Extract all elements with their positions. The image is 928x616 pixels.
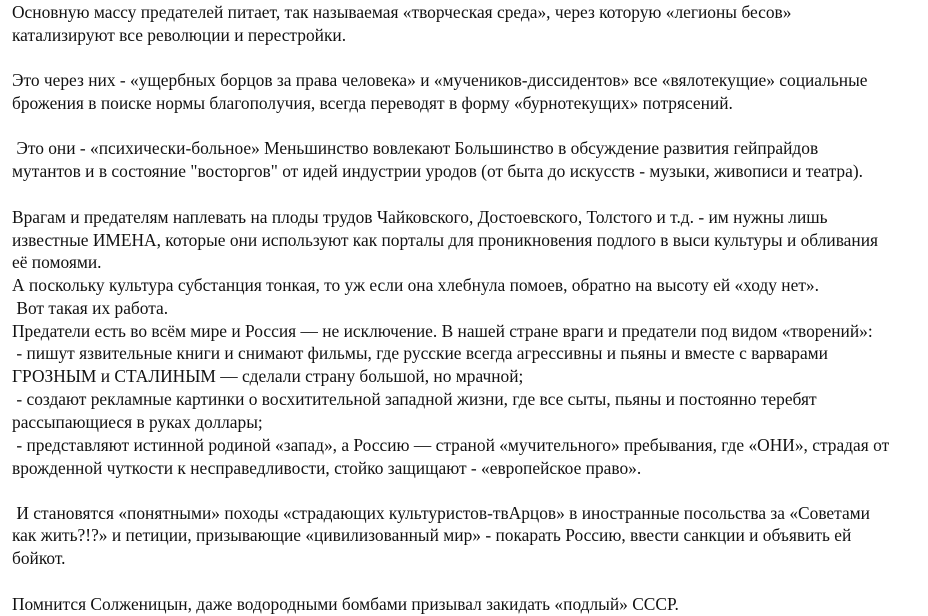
text-line: Предатели есть во всём мире и Россия — не исключение. В нашей стране враги и предатели под видом «творений»: <box>12 321 873 341</box>
text-line: И становятся «понятными» походы «страдающих культуристов-твАрцов» в иностранные посольства за «Советами <box>12 503 870 523</box>
text-line: катализируют все революции и перестройки. <box>12 25 347 45</box>
text-line: Помнится Солженицын, даже водородными бомбами призывал закидать «подлый» СССР. <box>12 594 679 614</box>
text-line: Вот такая их работа. <box>12 298 169 318</box>
text-line: Это через них - «ущербных борцов за права человека» и «мучеников-диссидентов» все «вялотекущие» социальные <box>12 70 868 90</box>
text-line: брожения в поиске нормы благополучия, всегда переводят в форму «бурнотекущих» потрясений. <box>12 93 733 113</box>
text-line: её помоями. <box>12 252 102 272</box>
list-item-line: - представляют истинной родиной «запад», а Россию — страной «мучительного» пребывания, где «ОНИ», страдая от <box>12 435 890 455</box>
list-item-line: - пишут язвительные книги и снимают фильмы, где русские всегда агрессивны и пьяны и вместе с варварами <box>12 343 828 363</box>
list-item-line: врожденной чуткости к несправедливости, стойко защищают - «европейское право». <box>12 458 642 478</box>
list-item-line: рассыпающиеся в руках доллары; <box>12 412 263 432</box>
text-line: А поскольку культура субстанция тонкая, то уж если она хлебнула помоев, обратно на высоту ей «ходу нет». <box>12 275 819 295</box>
text-line: мутантов и в состояние "восторгов" от идей индустрии уродов (от быта до искусств - музыки, живописи и театра). <box>12 161 863 181</box>
list-item-line: - создают рекламные картинки о восхитительной западной жизни, где все сыты, пьяны и постоянно теребят <box>12 389 817 409</box>
text-line: бойкот. <box>12 548 66 568</box>
text-line: Это они - «психически-больное» Меньшинство вовлекают Большинство в обсуждение развития гейпрайдов <box>12 138 819 158</box>
text-line: Основную массу предателей питает, так называемая «творческая среда», через которую «легионы бесов» <box>12 2 792 22</box>
text-line: как жить?!?» и петиции, призывающие «цивилизованный мир» - покарать Россию, ввести санкции и объявить ей <box>12 525 852 545</box>
list-item-line: ГРОЗНЫМ и СТАЛИНЫМ — сделали страну большой, но мрачной; <box>12 366 524 386</box>
text-line: известные ИМЕНА, которые они используют как порталы для проникновения подлого в выси культуры и обливания <box>12 230 879 250</box>
text-line: Врагам и предателям наплевать на плоды трудов Чайковского, Достоевского, Толстого и т.д. - им нужны лишь <box>12 207 828 227</box>
